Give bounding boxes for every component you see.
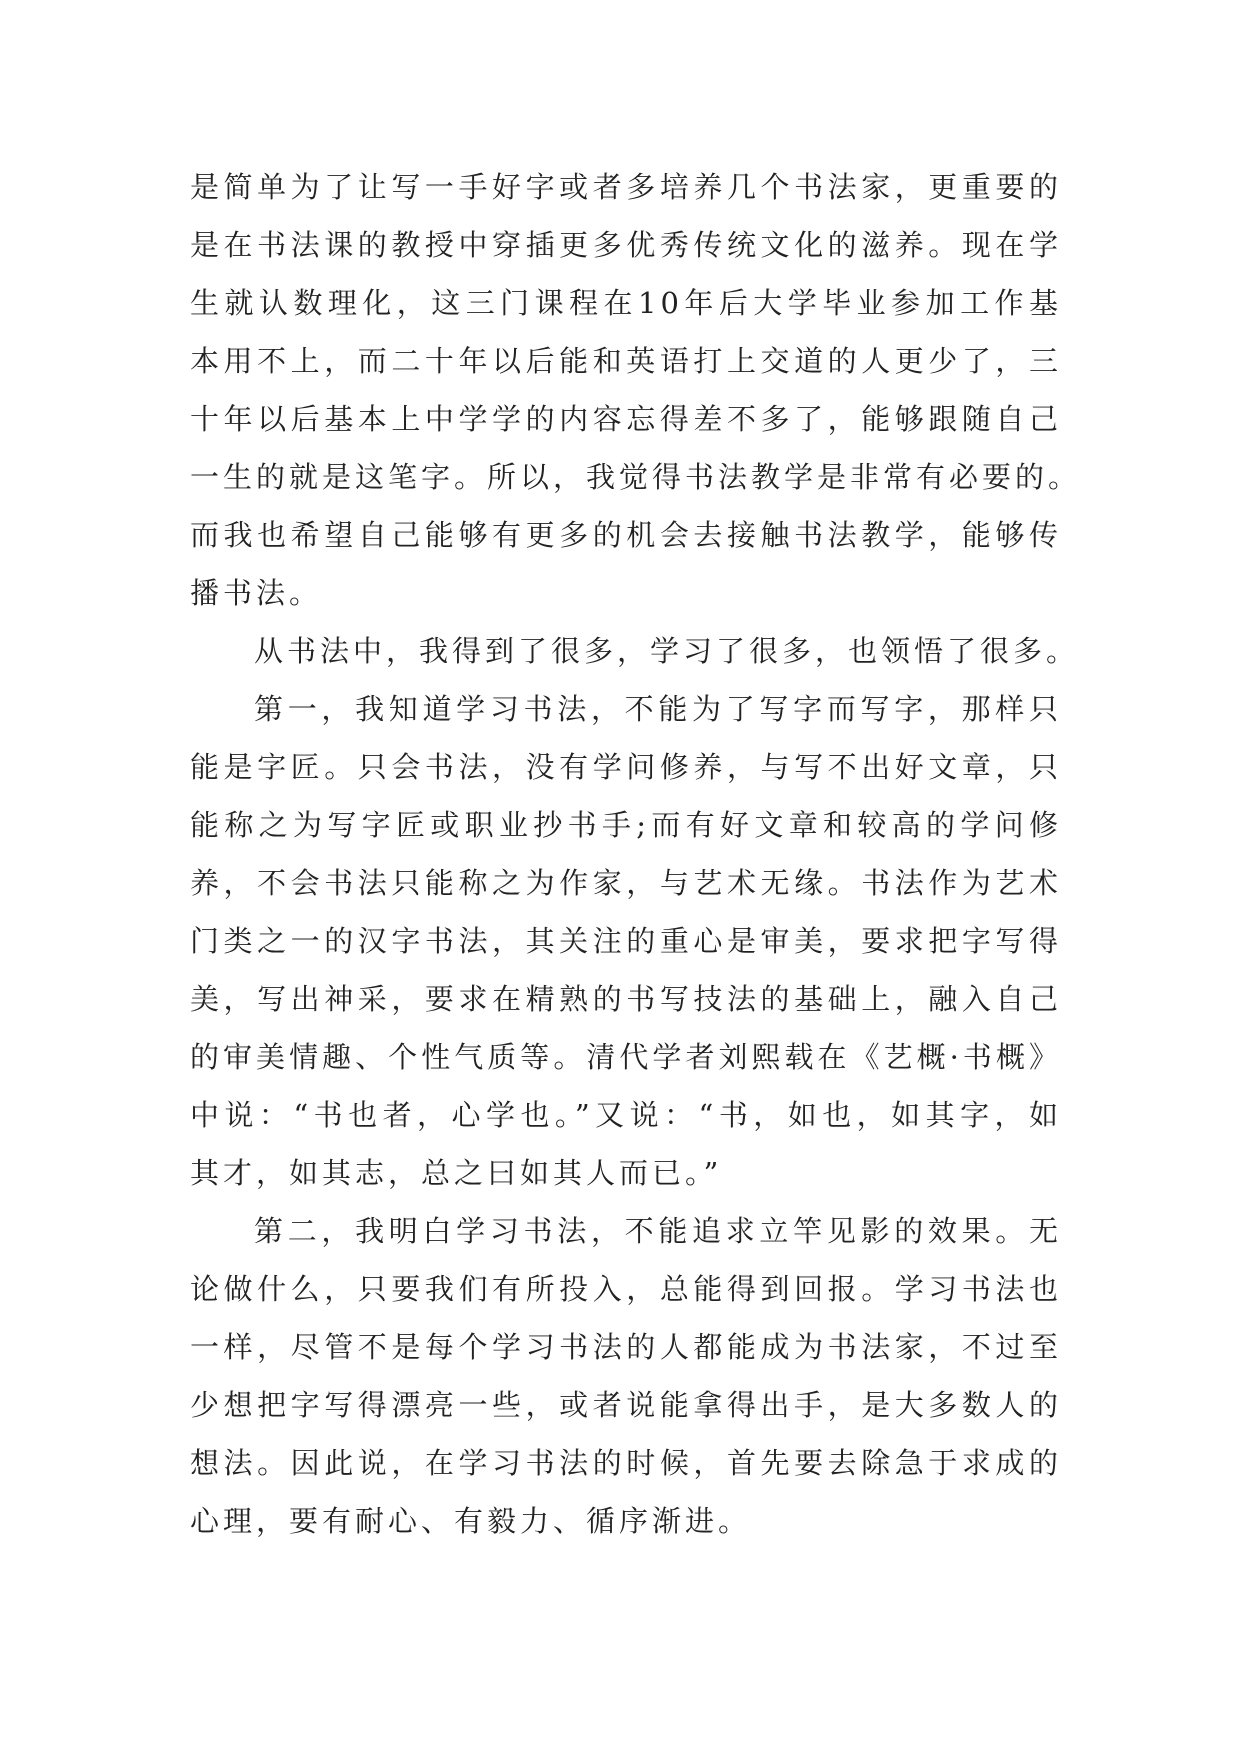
text-line: 论做什么，只要我们有所投入，总能得到回报。学习书法也 [190,1272,1062,1306]
text-line: 一生的就是这笔字。所以，我觉得书法教学是非常有必要的。 [190,460,1082,494]
text-line: 其才，如其志，总之曰如其人而已。” [190,1156,723,1190]
text-line: 心理，要有耐心、有毅力、循序渐进。 [190,1504,752,1538]
text-line: 是在书法课的教授中穿插更多优秀传统文化的滋养。现在学 [190,228,1062,262]
text-line: 而我也希望自己能够有更多的机会去接触书法教学，能够传 [190,518,1062,552]
text-line: 第一，我知道学习书法，不能为了写字而写字，那样只 [254,692,1062,726]
text-line: 能称之为写字匠或职业抄书手;而有好文章和较高的学问修 [190,808,1062,842]
text-line: 播书法。 [190,576,323,610]
text-line: 从书法中，我得到了很多，学习了很多，也领悟了很多。 [254,634,1080,668]
text-line: 中说：“书也者，心学也。”又说：“书，如也，如其字，如 [190,1098,1062,1132]
text-line: 养，不会书法只能称之为作家，与艺术无缘。书法作为艺术 [190,866,1062,900]
text-line: 美，写出神采，要求在精熟的书写技法的基础上，融入自己 [190,982,1062,1016]
text-line: 的审美情趣、个性气质等。清代学者刘熙载在《艺概·书概》 [190,1040,1062,1074]
text-line: 十年以后基本上中学学的内容忘得差不多了，能够跟随自己 [190,402,1062,436]
text-line: 是简单为了让写一手好字或者多培养几个书法家，更重要的 [190,170,1062,204]
text-line: 一样，尽管不是每个学习书法的人都能成为书法家，不过至 [190,1330,1062,1364]
text-line: 生就认数理化，这三门课程在10年后大学毕业参加工作基 [190,286,1062,320]
text-line: 少想把字写得漂亮一些，或者说能拿得出手，是大多数人的 [190,1388,1062,1422]
text-line: 本用不上，而二十年以后能和英语打上交道的人更少了，三 [190,344,1062,378]
text-line: 门类之一的汉字书法，其关注的重心是审美，要求把字写得 [190,924,1062,958]
text-line: 能是字匠。只会书法，没有学问修养，与写不出好文章，只 [190,750,1062,784]
text-line: 想法。因此说，在学习书法的时候，首先要去除急于求成的 [190,1446,1062,1480]
body-text [190,158,1082,1550]
text-line: 第二，我明白学习书法，不能追求立竿见影的效果。无 [254,1214,1062,1248]
